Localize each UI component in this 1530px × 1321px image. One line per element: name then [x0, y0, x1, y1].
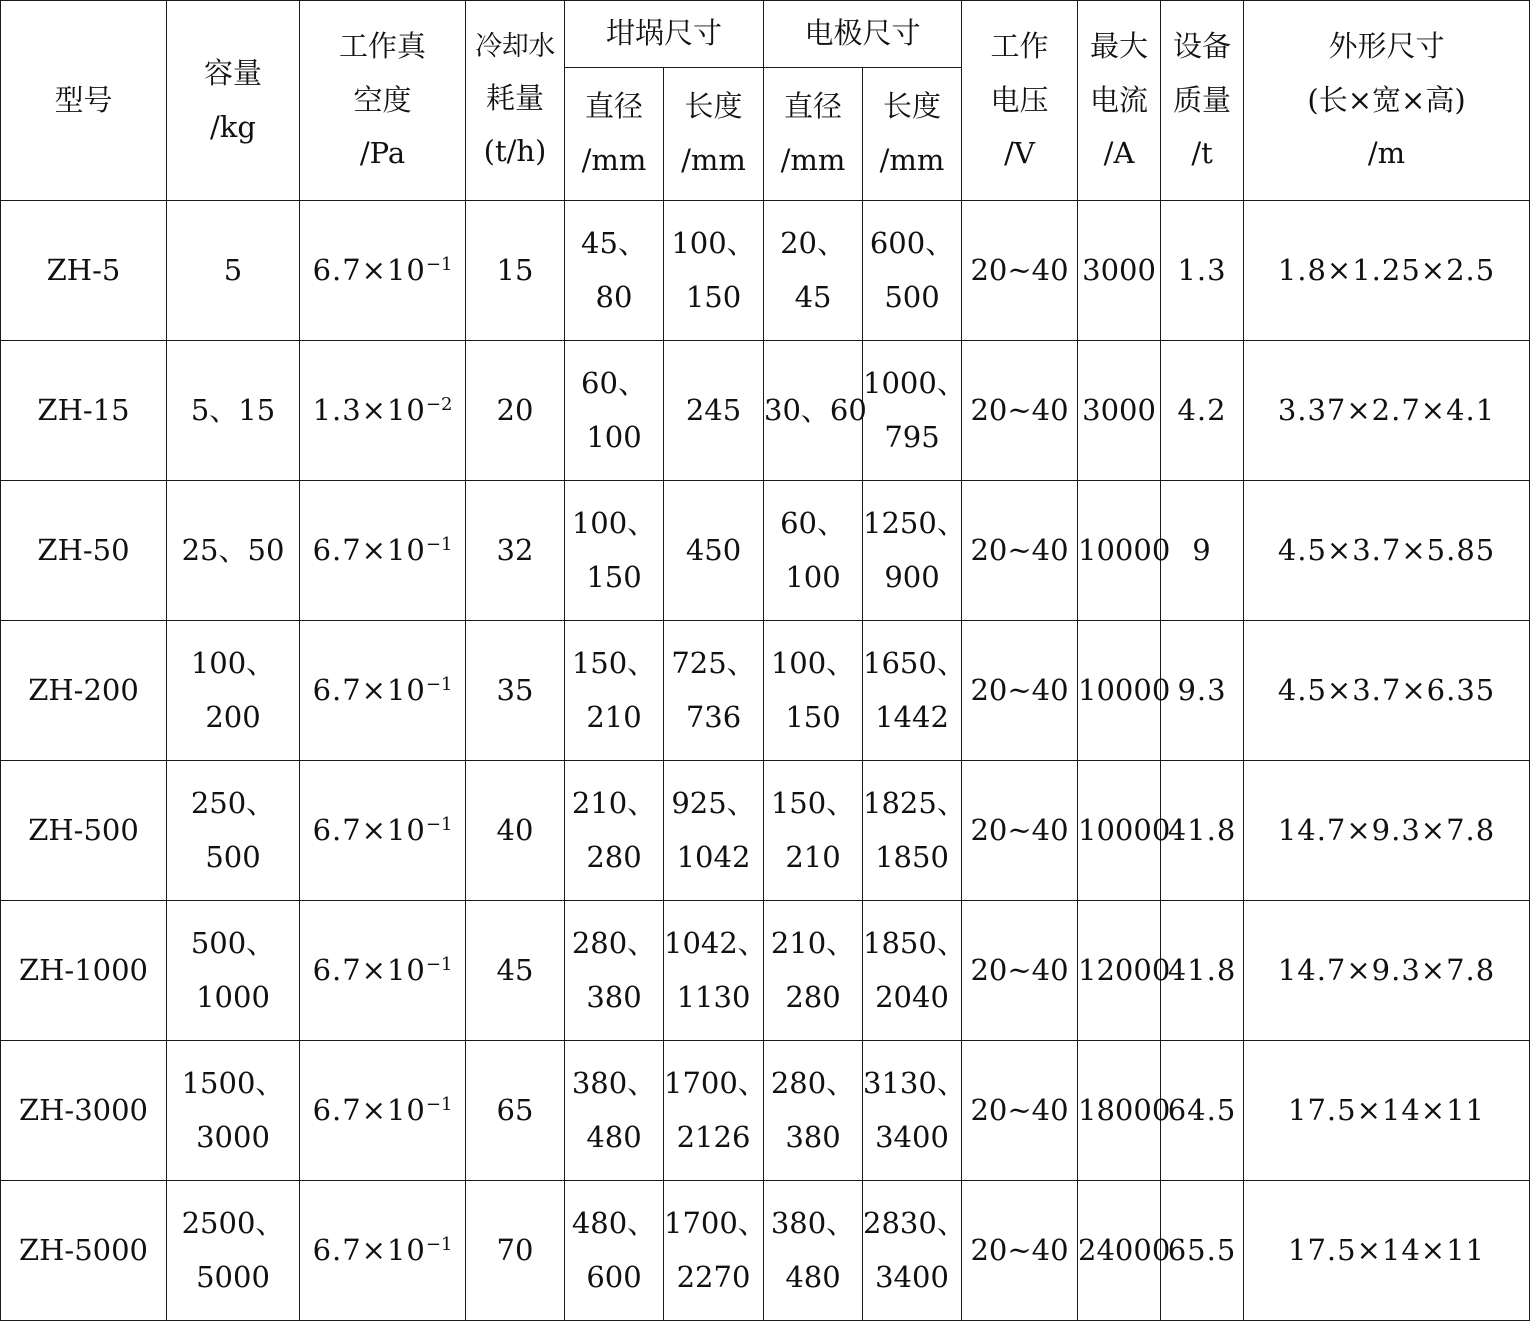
cell-cooling: 70	[466, 1181, 565, 1321]
cell-model: ZH-3000	[1, 1041, 167, 1181]
cell-crucible-diameter: 150、 210	[565, 621, 664, 761]
cell-voltage: 20~40	[962, 341, 1078, 481]
cell-mass: 1.3	[1161, 201, 1244, 341]
header-dims: 外形尺寸 (长×宽×高) /m	[1244, 1, 1530, 201]
cell-voltage: 20~40	[962, 1181, 1078, 1321]
cell-cooling: 20	[466, 341, 565, 481]
cell-vacuum: $6.7\times 10^{-1}$	[300, 901, 466, 1041]
header-electrode: 电极尺寸	[764, 1, 962, 68]
cell-vacuum: $6.7\times 10^{-1}$	[300, 621, 466, 761]
cell-cooling: 32	[466, 481, 565, 621]
cell-current: 10000	[1078, 481, 1161, 621]
cell-voltage: 20~40	[962, 621, 1078, 761]
cell-crucible-length: 100、 150	[664, 201, 764, 341]
cell-crucible-length: 245	[664, 341, 764, 481]
header-current: 最大 电流 /A	[1078, 1, 1161, 201]
cell-electrode-diameter: 150、 210	[764, 761, 863, 901]
cell-capacity: 1500、 3000	[167, 1041, 300, 1181]
header-crucible-diameter: 直径 /mm	[565, 68, 664, 201]
cell-current: 3000	[1078, 341, 1161, 481]
cell-cooling: 35	[466, 621, 565, 761]
cell-current: 3000	[1078, 201, 1161, 341]
cell-mass: 4.2	[1161, 341, 1244, 481]
cell-crucible-length: 925、 1042	[664, 761, 764, 901]
cell-voltage: 20~40	[962, 901, 1078, 1041]
table-row	[1, 1181, 1530, 1321]
cell-voltage: 20~40	[962, 481, 1078, 621]
header-cooling: 冷却水 耗量 (t/h)	[466, 1, 565, 201]
cell-crucible-diameter: 45、 80	[565, 201, 664, 341]
cell-model: ZH-5	[1, 201, 167, 341]
cell-electrode-diameter: 280、 380	[764, 1041, 863, 1181]
cell-crucible-diameter: 210、 280	[565, 761, 664, 901]
cell-capacity: 500、 1000	[167, 901, 300, 1041]
cell-model: ZH-5000	[1, 1181, 167, 1321]
table-row	[1, 481, 1530, 621]
header-mass: 设备 质量 /t	[1161, 1, 1244, 201]
table-row	[1, 901, 1530, 1041]
cell-electrode-length: 2830、 3400	[863, 1181, 962, 1321]
cell-crucible-length: 450	[664, 481, 764, 621]
cell-voltage: 20~40	[962, 201, 1078, 341]
cell-capacity: 25、50	[167, 481, 300, 621]
header-electrode-length: 长度 /mm	[863, 68, 962, 201]
cell-electrode-diameter: 30、60	[764, 341, 863, 481]
cell-cooling: 40	[466, 761, 565, 901]
cell-crucible-diameter: 280、 380	[565, 901, 664, 1041]
cell-electrode-diameter: 380、 480	[764, 1181, 863, 1321]
header-crucible-length: 长度 /mm	[664, 68, 764, 201]
cell-electrode-length: 1000、 795	[863, 341, 962, 481]
cell-model: ZH-500	[1, 761, 167, 901]
cell-dims: 4.5×3.7×6.35	[1244, 621, 1530, 761]
cell-capacity: 100、 200	[167, 621, 300, 761]
header-electrode-diameter: 直径 /mm	[764, 68, 863, 201]
cell-capacity: 250、 500	[167, 761, 300, 901]
cell-crucible-diameter: 60、 100	[565, 341, 664, 481]
cell-model: ZH-1000	[1, 901, 167, 1041]
cell-cooling: 45	[466, 901, 565, 1041]
cell-mass: 9.3	[1161, 621, 1244, 761]
cell-electrode-length: 1250、 900	[863, 481, 962, 621]
cell-capacity: 2500、 5000	[167, 1181, 300, 1321]
cell-crucible-length: 1700、 2126	[664, 1041, 764, 1181]
cell-electrode-length: 1650、 1442	[863, 621, 962, 761]
cell-crucible-length: 725、 736	[664, 621, 764, 761]
cell-crucible-diameter: 480、 600	[565, 1181, 664, 1321]
cell-cooling: 15	[466, 201, 565, 341]
cell-electrode-diameter: 100、 150	[764, 621, 863, 761]
cell-vacuum: $1.3\times 10^{-2}$	[300, 341, 466, 481]
header-model: 型号	[1, 1, 167, 201]
cell-dims: 4.5×3.7×5.85	[1244, 481, 1530, 621]
cell-dims: 3.37×2.7×4.1	[1244, 341, 1530, 481]
table-row	[1, 761, 1530, 901]
cell-dims: 17.5×14×11	[1244, 1041, 1530, 1181]
cell-mass: 41.8	[1161, 761, 1244, 901]
cell-current: 10000	[1078, 621, 1161, 761]
cell-mass: 65.5	[1161, 1181, 1244, 1321]
cell-voltage: 20~40	[962, 1041, 1078, 1181]
cell-vacuum: $6.7\times 10^{-1}$	[300, 1181, 466, 1321]
cell-crucible-length: 1700、 2270	[664, 1181, 764, 1321]
table-row	[1, 201, 1530, 341]
cell-crucible-diameter: 100、 150	[565, 481, 664, 621]
cell-current: 18000	[1078, 1041, 1161, 1181]
cell-electrode-length: 1825、 1850	[863, 761, 962, 901]
cell-electrode-diameter: 20、 45	[764, 201, 863, 341]
header-vacuum: 工作真 空度 /Pa	[300, 1, 466, 201]
cell-vacuum: $6.7\times 10^{-1}$	[300, 481, 466, 621]
cell-model: ZH-15	[1, 341, 167, 481]
table-body	[1, 201, 1530, 1321]
cell-dims: 1.8×1.25×2.5	[1244, 201, 1530, 341]
cell-dims: 14.7×9.3×7.8	[1244, 901, 1530, 1041]
cell-vacuum: $6.7\times 10^{-1}$	[300, 761, 466, 901]
cell-vacuum: $6.7\times 10^{-1}$	[300, 1041, 466, 1181]
cell-voltage: 20~40	[962, 761, 1078, 901]
cell-model: ZH-200	[1, 621, 167, 761]
cell-electrode-length: 600、 500	[863, 201, 962, 341]
table-row	[1, 1041, 1530, 1181]
cell-mass: 9	[1161, 481, 1244, 621]
cell-current: 10000	[1078, 761, 1161, 901]
cell-current: 12000	[1078, 901, 1161, 1041]
cell-electrode-diameter: 210、 280	[764, 901, 863, 1041]
cell-model: ZH-50	[1, 481, 167, 621]
header-crucible: 坩埚尺寸	[565, 1, 764, 68]
cell-mass: 41.8	[1161, 901, 1244, 1041]
header-capacity: 容量 /kg	[167, 1, 300, 201]
header-voltage: 工作 电压 /V	[962, 1, 1078, 201]
cell-dims: 14.7×9.3×7.8	[1244, 761, 1530, 901]
cell-cooling: 65	[466, 1041, 565, 1181]
cell-dims: 17.5×14×11	[1244, 1181, 1530, 1321]
table-row	[1, 341, 1530, 481]
table-row	[1, 621, 1530, 761]
cell-vacuum: $6.7\times 10^{-1}$	[300, 201, 466, 341]
cell-crucible-length: 1042、 1130	[664, 901, 764, 1041]
cell-capacity: 5、15	[167, 341, 300, 481]
cell-electrode-diameter: 60、 100	[764, 481, 863, 621]
cell-current: 24000	[1078, 1181, 1161, 1321]
table-header	[1, 1, 1530, 201]
cell-capacity: 5	[167, 201, 300, 341]
cell-crucible-diameter: 380、 480	[565, 1041, 664, 1181]
cell-mass: 64.5	[1161, 1041, 1244, 1181]
cell-electrode-length: 3130、 3400	[863, 1041, 962, 1181]
cell-electrode-length: 1850、 2040	[863, 901, 962, 1041]
